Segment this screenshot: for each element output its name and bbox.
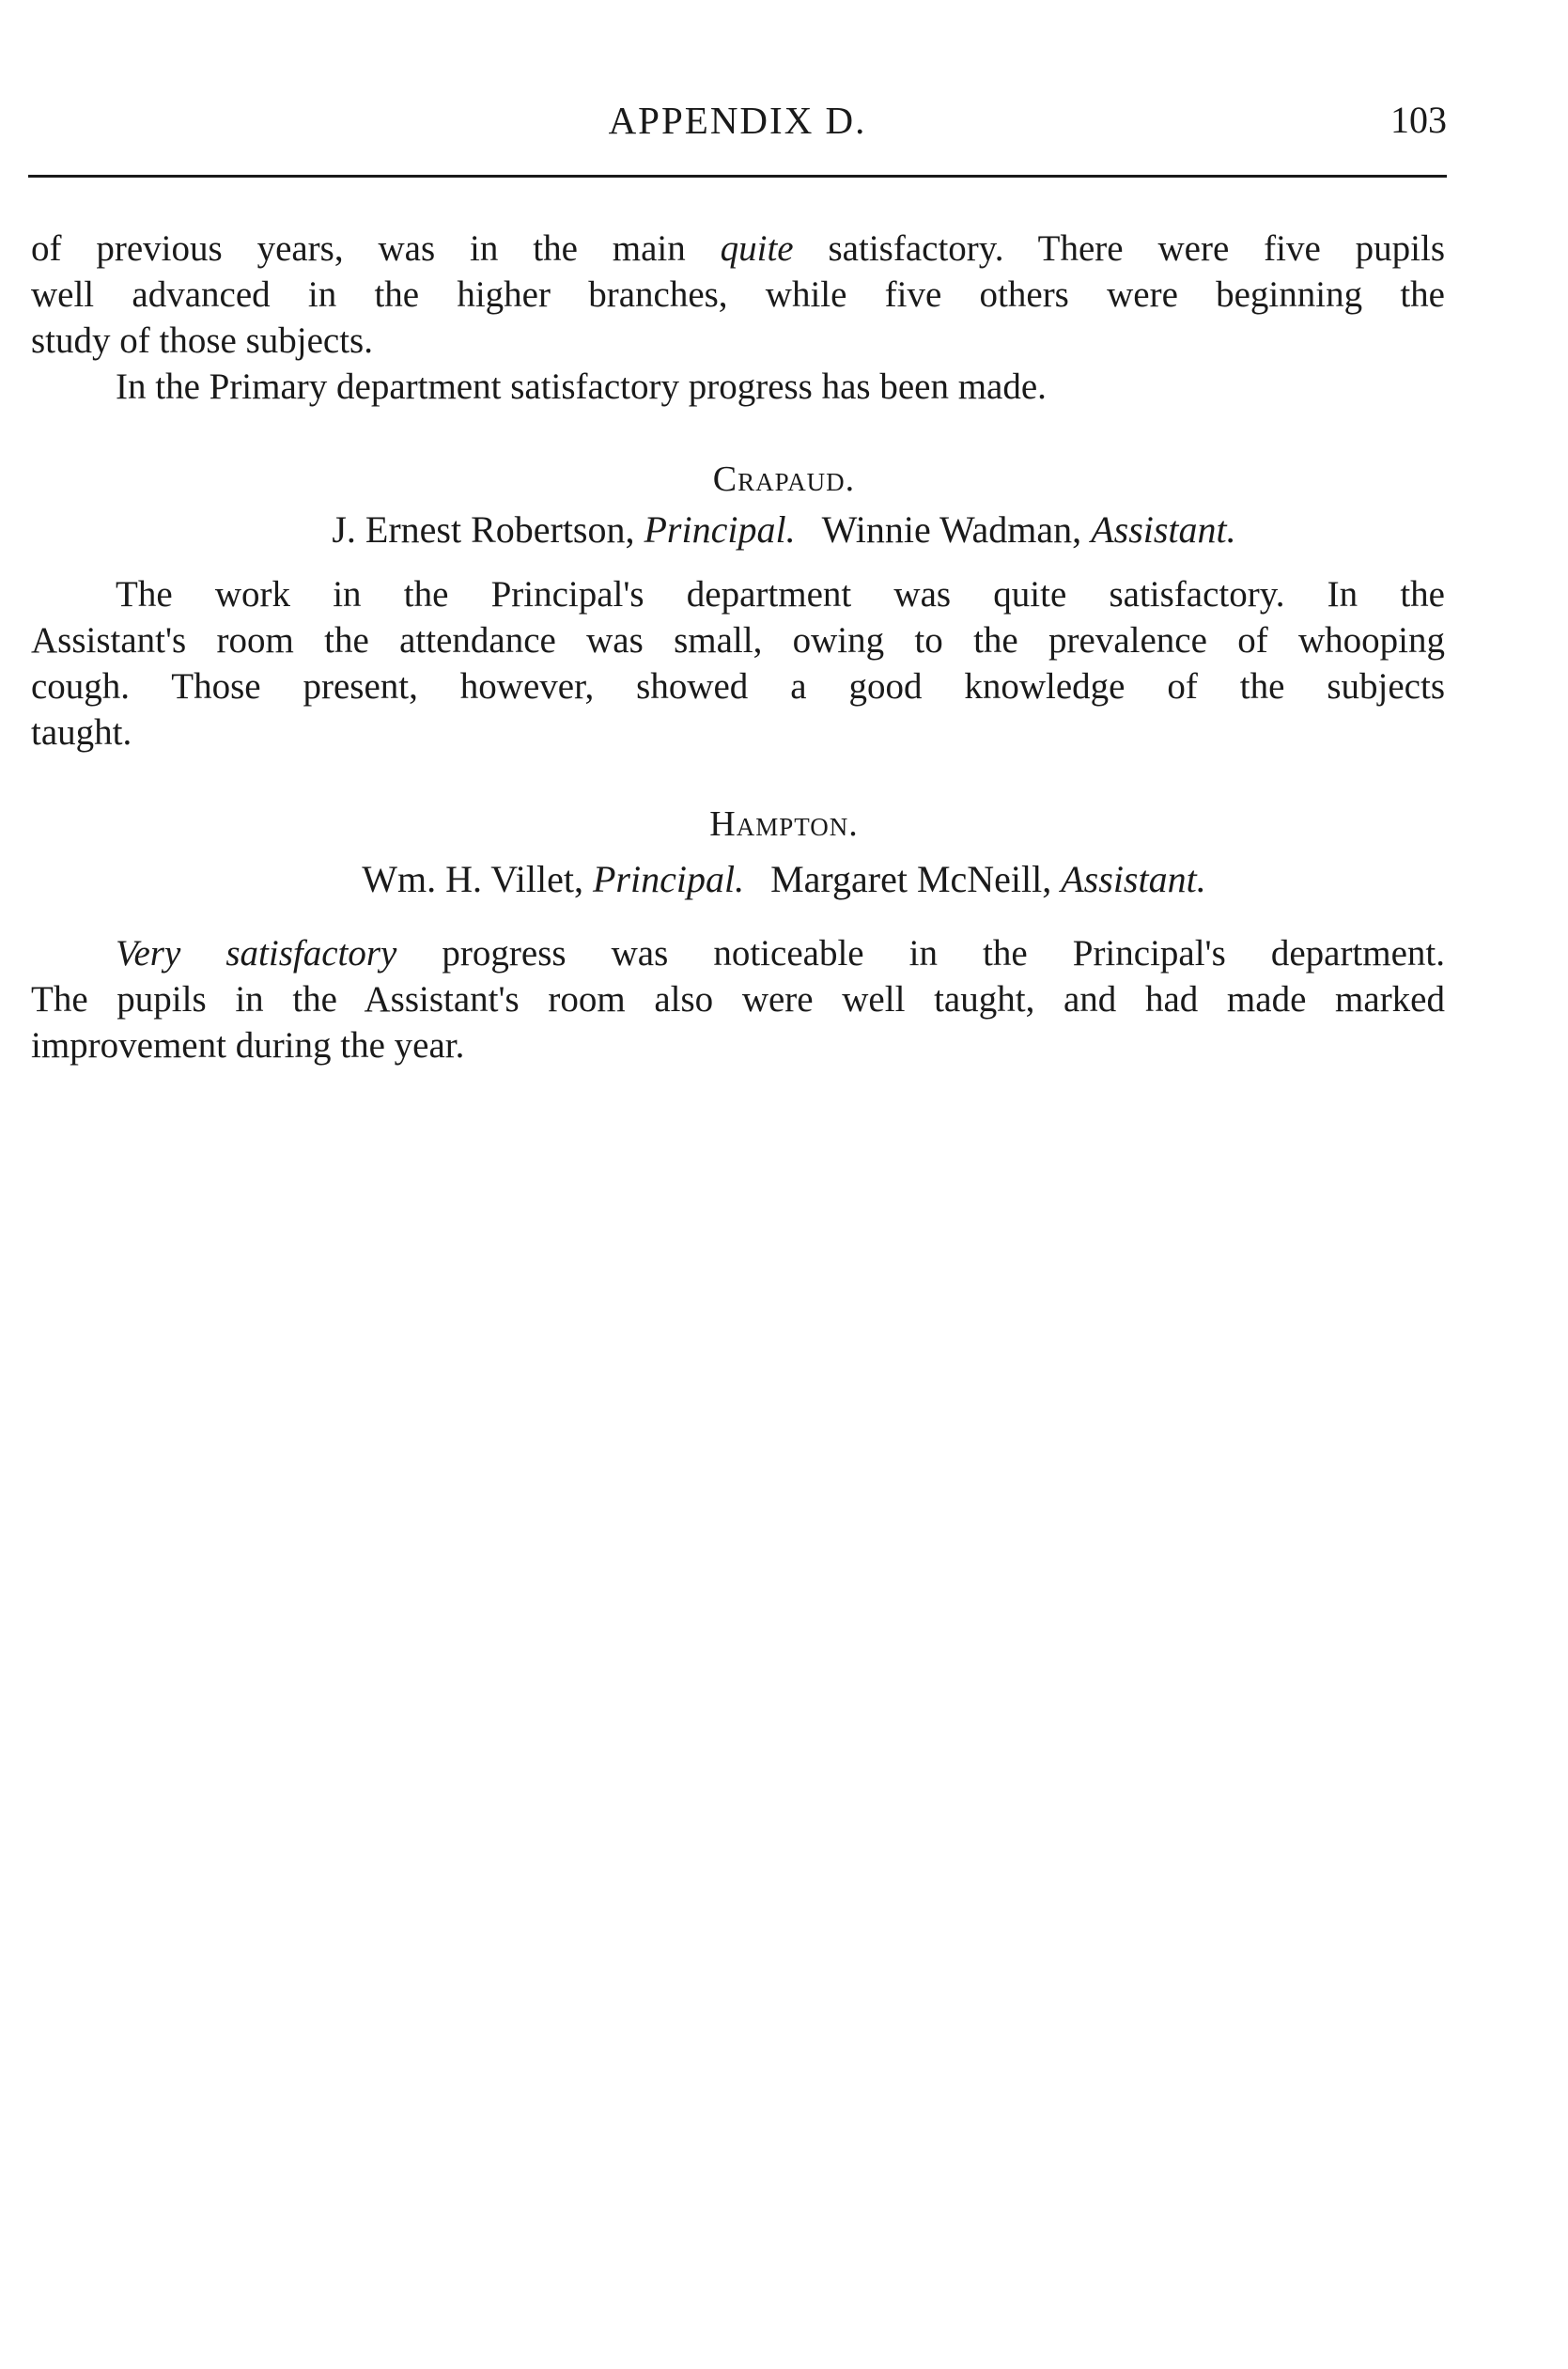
crapaud-line-2: Assistant's room the attendance was small, owing to the prevalence of whooping xyxy=(31,620,1445,661)
crapaud-line-3: cough. Those present, however, showed a good knowledge of the subjects xyxy=(31,666,1445,707)
hampton-assistant-role: Assistant. xyxy=(1061,858,1206,900)
crapaud-principal-name: J. Ernest Robertson, xyxy=(332,508,644,551)
crapaud-line-1: The work in the Principal's department was quite satisfactory. In the xyxy=(116,574,1445,615)
section-title-hampton: Hampton. xyxy=(709,804,859,844)
page-number: 103 xyxy=(1390,99,1447,141)
emphasis-very-satisfactory: Very satisfactory xyxy=(116,933,397,974)
hampton-paragraph xyxy=(31,930,1445,1068)
running-title: APPENDIX D. xyxy=(608,99,867,142)
hampton-principal-role: Principal. xyxy=(592,858,745,900)
emphasis-quite: quite xyxy=(720,228,794,269)
intro-line-3: study of those subjects. xyxy=(31,320,373,361)
crapaud-assistant-role: Assistant. xyxy=(1091,508,1236,551)
crapaud-assistant-name: Winnie Wadman, xyxy=(821,508,1092,551)
crapaud-principal-role: Principal. xyxy=(644,508,796,551)
intro-line-2: well advanced in the higher branches, while five others were beginning the xyxy=(31,274,1445,315)
hampton-staff xyxy=(0,857,1568,901)
intro-line-1: of previous years, was in the main quite satisfactory. There were five pupils xyxy=(31,228,1446,269)
intro-paragraph xyxy=(31,226,1445,364)
hampton-line-1: Very satisfactory progress was noticeable in the Principal's department. xyxy=(116,933,1445,974)
crapaud-staff xyxy=(0,507,1568,552)
crapaud-paragraph xyxy=(31,571,1445,756)
primary-note-paragraph xyxy=(31,364,1445,410)
primary-note: In the Primary department satisfactory progress has been made. xyxy=(116,366,1047,407)
header-rule xyxy=(28,175,1447,178)
hampton-principal-name: Wm. H. Villet, xyxy=(362,858,593,900)
hampton-line-2: The pupils in the Assistant's room also were well taught, and had made marked xyxy=(31,979,1445,1020)
hampton-line-3: improvement during the year. xyxy=(31,1025,465,1066)
running-head xyxy=(28,98,1447,154)
section-title-crapaud: Crapaud. xyxy=(712,460,856,499)
hampton-assistant-name: Margaret McNeill, xyxy=(770,858,1062,900)
crapaud-line-4: taught. xyxy=(31,712,132,753)
